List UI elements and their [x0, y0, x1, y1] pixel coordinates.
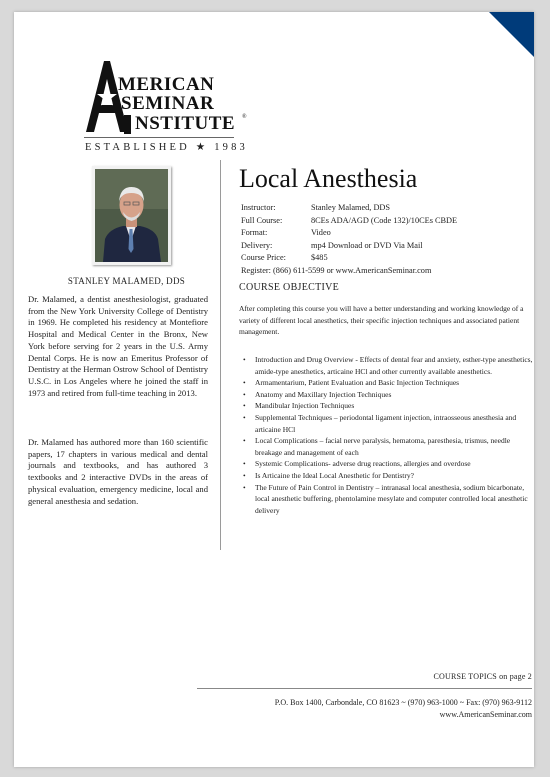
topic-item: • Supplemental Techniques – periodontal ligament injection, intraosseous anesthesia and articaine HCl — [243, 412, 533, 435]
detail-label: Full Course: — [241, 215, 283, 225]
instructor-bio-paragraph: Dr. Malamed, a dentist anesthesiologist, graduated from the New York University College of Dentistry in 1969. He completed his residency at Montefiore Hospital and Medical Center in the Bronx, New York before serving for 2 years in the U.S. Army Dental Corps. He is now an Emeritus Professor of Dentistry at the Herman Ostrow School of Dentistry U.S.C. in Los Angeles where he joined the staff in 1973 and retired from full-time teaching in 2013. — [28, 294, 208, 398]
topic-item: • Systemic Complications- adverse drug reactions, allergies and overdose — [243, 458, 533, 470]
institute-logo — [84, 57, 249, 152]
logo-rule — [84, 137, 234, 138]
topic-item: • Is Articaine the Ideal Local Anesthetic for Dentistry? — [243, 470, 533, 482]
detail-row — [241, 202, 457, 215]
course-title: Local Anesthesia — [239, 164, 418, 193]
detail-value: 8CEs ADA/AGD (Code 132)/10CEs CBDE — [311, 215, 458, 225]
detail-label: Instructor: — [241, 203, 276, 212]
objective-heading: COURSE OBJECTIVE — [239, 282, 340, 293]
course-details — [241, 202, 457, 277]
objective-text: After completing this course you will have a better understanding and working knowledge of a variety of different local anesthetics, their specific injection techniques and associated patient management. — [239, 304, 524, 337]
topics-list — [243, 354, 533, 516]
detail-row — [241, 215, 457, 228]
detail-label: Format: — [241, 228, 268, 237]
topic-item: • Anatomy and Maxillary Injection Techniques — [243, 389, 533, 401]
detail-value: mp4 Download or DVD Via Mail — [311, 240, 423, 250]
instructor-bio-paragraph: Dr. Malamed has authored more than 160 scientific papers, 17 chapters in various medical and dental journals and textbooks, and has authored 3 textbooks and 2 interactive DVDs in the areas of physical evaluation, emergency medicine, local and general anesthesia and sedation. — [28, 437, 208, 506]
portrait-icon — [95, 169, 168, 262]
topic-item: • Mandibular Injection Techniques — [243, 400, 533, 412]
topic-item: • Introduction and Drug Overview - Effects of dental fear and anxiety, esther-type anesthetics, amide-type anesthetics, articaine HCl and other currently available anesthetics. — [243, 354, 533, 377]
instructor-photo — [92, 166, 171, 265]
logo-established: ESTABLISHED ★ 1983 — [85, 142, 249, 153]
detail-label: Course Price: — [241, 253, 286, 262]
register-line: Register: (866) 611-5599 or www.AmericanSeminar.com — [241, 265, 432, 275]
footer-address: P.O. Box 1400, Carbondale, CO 81623 ~ (970) 963-1000 ~ Fax: (970) 963-9112 — [274, 698, 532, 707]
detail-row — [241, 240, 457, 253]
footer-rule — [197, 688, 532, 689]
detail-value: Stanley Malamed, DDS — [311, 203, 391, 212]
document-page — [14, 12, 534, 767]
logo-line-3: NSTITUTE — [135, 113, 236, 134]
instructor-name: STANLEY MALAMED, DDS — [67, 276, 186, 286]
detail-row — [241, 252, 457, 265]
detail-row — [241, 227, 457, 240]
logo-line-2: SEMINAR — [121, 93, 215, 114]
footer-website: www.AmericanSeminar.com — [439, 710, 532, 719]
column-divider — [220, 160, 221, 550]
corner-accent — [489, 12, 534, 57]
course-topics-reference: COURSE TOPICS on page 2 — [433, 672, 532, 681]
registered-mark: ® — [242, 114, 247, 120]
topic-item: • Armamentarium, Patient Evaluation and Basic Injection Techniques — [243, 377, 533, 389]
logo-line-1: MERICAN — [118, 74, 215, 95]
topic-item: • The Future of Pain Control in Dentistry – intranasal local anesthesia, sodium bicarbonate, local anesthetic buffering, phentolamine mesylate and computer controlled local anesthetic delivery — [243, 482, 533, 517]
detail-value: Video — [311, 228, 331, 237]
detail-value: $485 — [311, 253, 328, 262]
detail-label: Delivery: — [241, 240, 273, 250]
topic-item: • Local Complications – facial nerve paralysis, hematoma, paresthesia, trismus, needle breakage and management of each — [243, 435, 533, 458]
